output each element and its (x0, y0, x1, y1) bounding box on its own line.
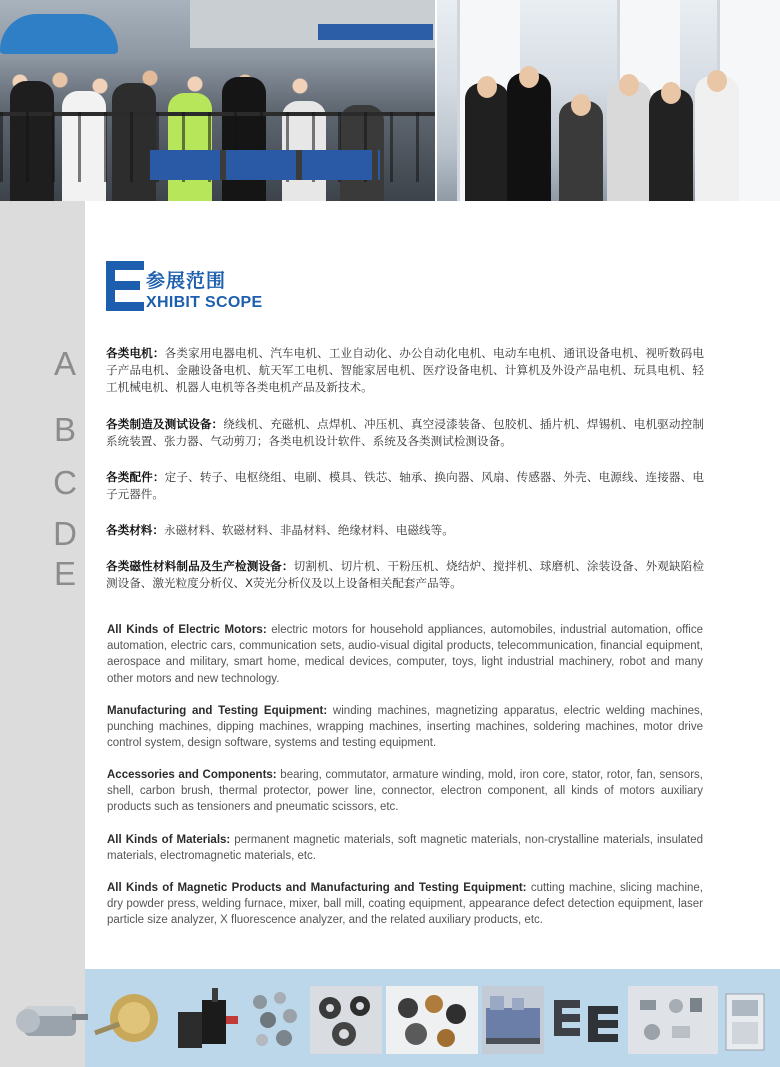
section-title-cn: 参展范围 (146, 270, 227, 292)
motor-parts-image (246, 986, 306, 1054)
testing-machine-image (720, 986, 770, 1054)
servo-motor-image (172, 986, 242, 1054)
cn-item-materials: 各类材料：永磁材料、软磁材料、非晶材料、绝缘材料、电磁线等。 (106, 523, 454, 537)
side-letter-e: E (53, 555, 76, 592)
product-image-strip (0, 969, 780, 1067)
section-title-en: XHIBIT SCOPE (146, 294, 263, 311)
en-item-magnetic: All Kinds of Magnetic Products and Manufacturing and Testing Equipment: cutting machine, slicing machine, dry powder press, welding furnace, mixer, ball mill, coating equipment, appearance defect detection equipment, laser particle size analyzer, X fluorescence analyzer, and the related auxiliary products, etc. (107, 882, 703, 927)
en-item-materials: All Kinds of Materials: permanent magnetic materials, soft magnetic materials, non-crystalline materials, insulated materials, electromagnetic materials, etc. (107, 834, 703, 863)
cn-item-equipment: 各类制造及测试设备：绕线机、充磁机、点焊机、冲压机、真空浸漆装备、包胶机、插片机、焊锡机、电机驱动控制系统装置、张力器、气动剪刀；各类电机设计软件、系统及各类测试检测设备。 (106, 417, 704, 448)
e-core-magnets-image (548, 986, 626, 1054)
crowd-entrance-photo (0, 0, 435, 201)
cn-item-accessories: 各类配件：定子、转子、电枢绕组、电刷、模具、铁芯、轴承、换向器、风扇、传感器、外壳、电源线、连接器、电子元器件。 (106, 470, 704, 501)
magnetic-rings-image (310, 986, 382, 1054)
ferrite-cores-image (386, 986, 478, 1054)
umbrella-shape (0, 14, 118, 54)
side-letter-c: C (53, 464, 77, 501)
heading-big-e-logo (106, 261, 144, 311)
side-letter-b: B (53, 411, 76, 448)
side-letter-a: A (53, 345, 76, 382)
en-item-equipment: Manufacturing and Testing Equipment: winding machines, magnetizing apparatus, electric welding machines, punching machines, dipping machines, wrapping machines, inserting machines, soldering machines, motor drive control system, design software, systems and testing equipment. (107, 705, 704, 750)
magnet-samples-image (628, 986, 718, 1054)
side-letter-d: D (53, 515, 77, 552)
assembly-line-image (482, 986, 544, 1054)
gear-motor-image (92, 986, 170, 1054)
dc-motor-image (10, 986, 90, 1054)
cn-item-motors: 各类电机：各类家用电器电机、汽车电机、工业自动化、办公自动化电机、电动车电机、通讯设备电机、视听数码电子产品电机、金融设备电机、航天军工电机、智能家居电机、医疗设备电机、计算机及外设产品电机、玩具电机、轻工机械电机、机器人电机等各类电机产品及新技术。 (106, 346, 704, 394)
cn-item-magnetic: 各类磁性材料制品及生产检测设备：切割机、切片机、干粉压机、烧结炉、搅拌机、球磨机、涂装设备、外观缺陷检测设备、激光粒度分析仪、X荧光分析仪及以上设备相关配套产品等。 (106, 559, 704, 590)
top-photo-strip (0, 0, 780, 201)
en-item-motors: All Kinds of Electric Motors: electric motors for household appliances, automobiles, industrial automation, office automation, electric cars, communication sets, audio-visual digital products, telecommunication, financial equipment, aerospace and military, smart home, medical devices, computer, toys, light industrial machinery, robot and many other motors and new technology. (107, 624, 703, 685)
exhibition-hall-photo (437, 0, 780, 201)
en-item-accessories: Accessories and Components: bearing, commutator, armature winding, mold, iron core, stator, rotor, fan, sensors, shell, carbon brush, thermal protector, power line, connector, electron component, all kinds of motors auxiliary products such as tensioners and pneumatic scissors, etc. (107, 769, 703, 814)
